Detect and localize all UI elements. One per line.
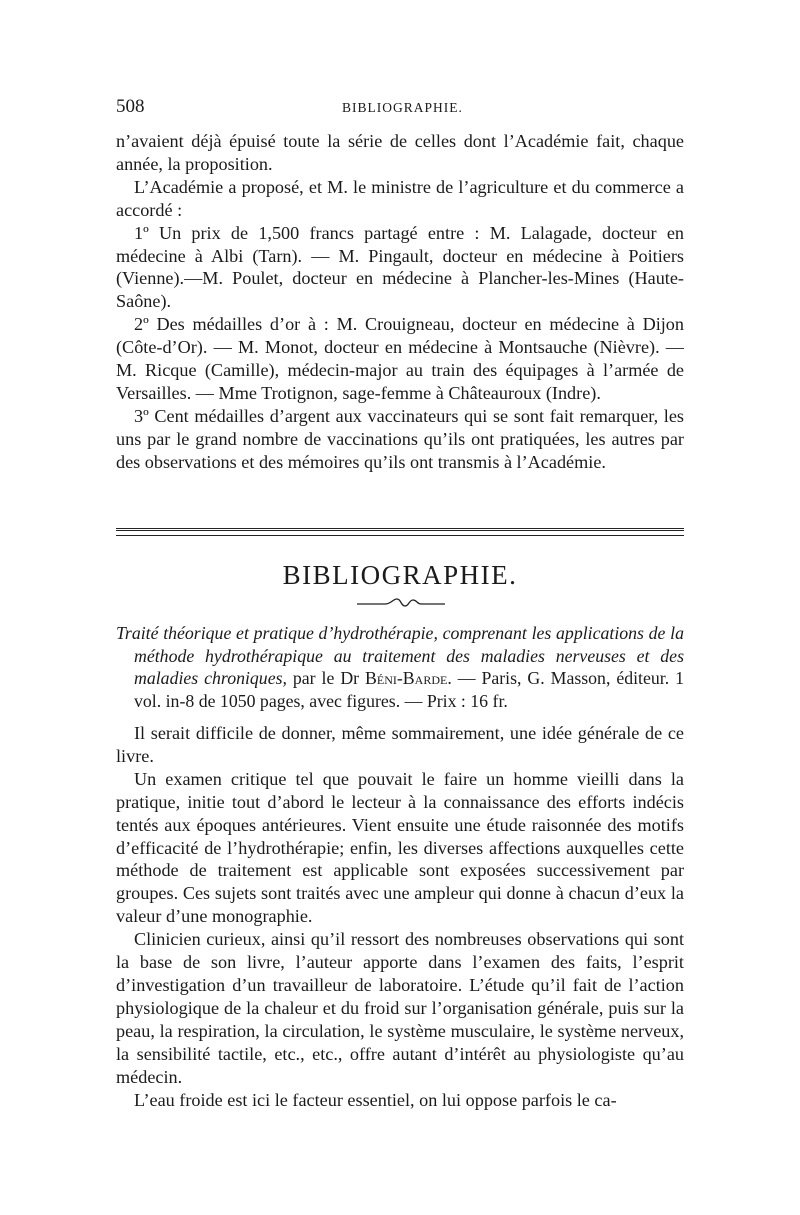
page-header — [116, 96, 684, 122]
page-number: 508 — [116, 96, 145, 117]
bib-author: Béni-Barde — [365, 668, 448, 689]
bib-title: Traité théorique et pratique d’hydrothérapie, comprenant les applications de la méthode hydrothérapique au traitement des maladies nerveuses et des maladies chroniques, — [116, 623, 684, 689]
paragraph-continuation: n’avaient déjà épuisé toute la série de celles dont l’Académie fait, chaque année, la proposition. — [116, 131, 684, 174]
bib-details: . — Paris, G. Masson, éditeur. 1 vol. in-8 de 1050 pages, avec figures. — Prix : 16 fr. — [134, 668, 685, 711]
section-title: BIBLIOGRAPHIE. — [282, 560, 518, 590]
review-paragraph-2: Un examen critique tel que pouvait le faire un homme vieilli dans la pratique, initie tout d’abord le lecteur à la connaissance des efforts indécis tentés aux époques antérieures. Vient ensuite une étude raisonnée des motifs d’efficacité de l’hydrothérapie; enfin, les diverses affections auxquelles cette méthode de traitement est applicable sont exposées successivement par groupes. Ces sujets sont traités avec une ampleur qui donne à chacun d’eux la valeur d’une monographie. — [116, 768, 684, 927]
paragraph-medailles-or: 2º Des médailles d’or à : M. Crouigneau, docteur en médecine à Dijon (Côte-d’Or). — M. Monot, docteur en médecine à Montsauche (Nièvre). — M. Ricque (Camille), médecin-major au train des équipages à l’armée de Versailles. — Mme Trotignon, sage-femme à Châteauroux (Indre). — [116, 314, 684, 403]
ornament-flourish — [355, 596, 447, 610]
review-paragraph-1: Il serait difficile de donner, même sommairement, une idée générale de ce livre. — [116, 723, 684, 766]
paragraph-medailles-argent: 3º Cent médailles d’argent aux vaccinateurs qui se sont fait remarquer, les uns par le grand nombre de vaccinations qu’ils ont pratiquées, les autres par des observations et des mémoires qu’ils ont transmis à l’Académie. — [116, 405, 684, 472]
bib-by: par le Dr — [286, 668, 366, 689]
bibliography-entry — [116, 622, 684, 712]
section-divider — [116, 528, 684, 536]
review-paragraph-4: L’eau froide est ici le facteur essentiel, on lui oppose parfois le ca- — [134, 1089, 617, 1110]
bib-citation — [116, 622, 684, 712]
running-head: BIBLIOGRAPHIE. — [342, 100, 463, 115]
paragraph-prix: 1º Un prix de 1,500 francs partagé entre : M. Lalagade, docteur en médecine à Albi (Tarn). — M. Pingault, docteur en médecine à Poitiers (Vienne).—M. Poulet, docteur en médecine à Plancher-les-Mines (Haute-Saône). — [116, 222, 684, 312]
review-paragraph-3: Clinicien curieux, ainsi qu’il ressort des nombreuses observations qui sont la base de son livre, l’auteur apporte dans l’examen des faits, l’esprit d’investigation d’un travailleur de laboratoire. L’étude qu’il fait de l’action physiologique de la chaleur et du froid sur l’organisation générale, puis sur la peau, la respiration, la circulation, le système musculaire, le système nerveux, la sensibilité tactile, etc., etc., offre autant d’intérêt au physiologiste qu’au médecin. — [116, 929, 684, 1087]
top-text-block — [116, 130, 684, 474]
review-text-block — [116, 722, 684, 1111]
paragraph-academie: L’Académie a proposé, et M. le ministre de l’agriculture et du commerce a accordé : — [116, 176, 684, 220]
